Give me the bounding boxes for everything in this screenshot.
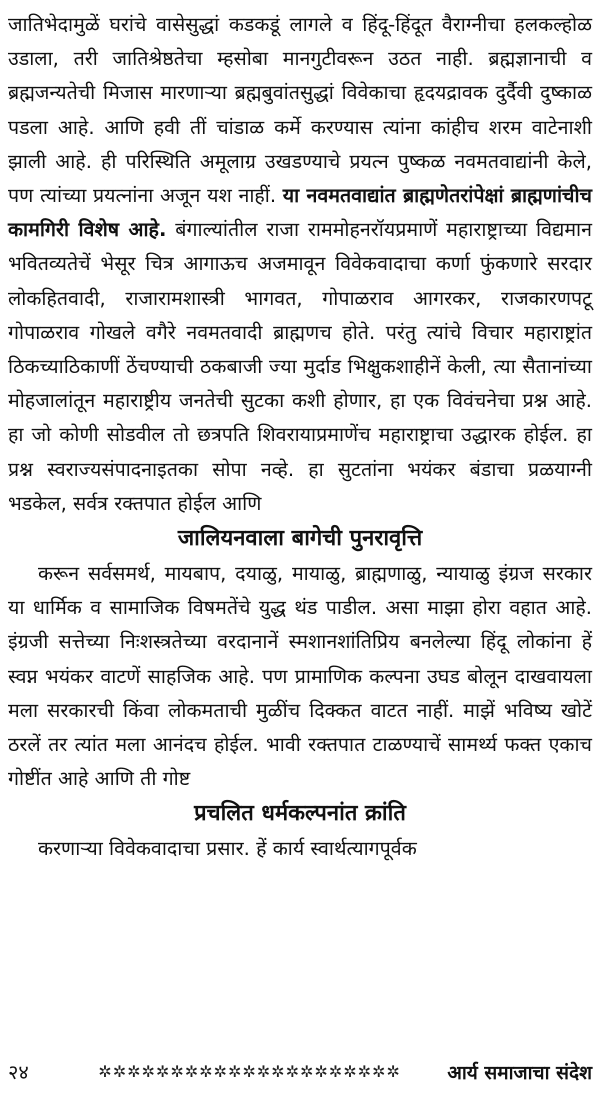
star-ornament: ✲✲✲✲✲✲✲✲✲✲✲✲✲✲✲✲✲✲✲✲✲ [98,1062,401,1081]
section-heading-revolution: प्रचलित धर्मकल्पनांत क्रांति [194,801,406,827]
paragraph-3: करणाऱ्या विवेकवादाचा प्रसार. हें कार्य स्वार्थत्यागपूर्वक [38,837,417,861]
paragraph-1 [8,8,592,521]
article-body [8,8,592,867]
paragraph-1-text: जातिभेदामुळें घरांचे वासेसुद्धां कडकडूं लागले व हिंदू-हिंदूत वैराग्नीचा हलकल्होळ उडाला, तरी जातिश्रेष्ठतेचा म्हसोबा मानगुटीवरून उठत नाही. ब्रह्मज्ञानाची व ब्रह्मजन्यतेची मिजास मारणाऱ्या ब्रह्मबुवांतसुद्धां विवेकाचा हृदयद्रावक दुर्दैवी दुष्काळ पडला आहे. आणि हवी तीं चांडाळ कर्मे करण्यास त्यांना कांहीच शरम वाटेनाशी झाली आहे. ही परिस्थिति अमूलाग्र उखडण्याचे प्रयत्न पुष्कळ नवमतवाद्यांनी केले, पण त्यांच्या प्रयत्नांना अजून यश नाहीं. [8,13,592,208]
page-footer [8,1058,592,1085]
page-number: २४ [8,1060,29,1084]
paragraph-2: करून सर्वसमर्थ, मायबाप, दयाळु, मायाळु, ब्राह्मणाळु, न्यायाळु इंग्रज सरकार या धार्मिक व सामाजिक विषमतेंचे युद्ध थंड पाडील. असा माझा होरा वहात आहे. इंग्रजी सत्तेच्या निःशस्त्रतेच्या वरदानानें स्मशानशांतिप्रिय बनलेल्या हिंदू लोकांना हें स्वप्न भयंकर वाटणें साहजिक आहे. पण प्रामाणिक कल्पना उघड बोलून दाखवायला मला सरकारची किंवा लोकमताची मुळींच दिक्कत वाटत नाहीं. माझें भविष्य खोटें ठरलें तर त्यांत मला आनंदच होईल. भावी रक्तपात टाळण्याचें सामर्थ्य फक्त एकाच गोष्टींत आहे आणि ती गोष्ट [8,562,592,791]
publication-title: आर्य समाजाचा संदेश [447,1061,592,1084]
paragraph-1-bold-text: या नवमतवाद्यांत ब्राह्मणेतरांपेक्षां ब्राह्मणांचीच कामगिरी विशेष आहे. [8,184,592,242]
section-heading-jallianwala: जालियनवाला बागेची पुनरावृत्ति [177,526,423,552]
paragraph-1-continuation: बंगाल्यांतील राजा राममोहनरॉयप्रमाणें महाराष्ट्राच्या विद्यमान भवितव्यतेचें भेसूर चित्र आगाऊच अजमावून विवेकवादाचा कर्णा फुंकणारे सरदार लोकहितवादी, राजारामशास्त्री भागवत, गोपाळराव आगरकर, राजकारणपटू गोपाळराव गोखले वगैरे नवमतवादी ब्राह्मणच होते. परंतु त्यांचे विचार महाराष्ट्रांत ठिकच्याठिकाणीं ठेंचण्याची ठकबाजी ज्या मुर्दाड भिक्षुकशाहीनें केली, त्या सैतानांच्या मोहजालांतून महाराष्ट्रीय जनतेची सुटका कशी होणार, हा एक विवंचनेचा प्रश्न आहे. हा जो कोणी सोडवील तो छत्रपति शिवरायाप्रमाणेंच महाराष्ट्राचा उद्धारक होईल. हा प्रश्न स्वराज्यसंपादनाइतका सोपा नव्हे. हा सुटतांना भयंकर बंडाचा प्रळयाग्नी भडकेल, सर्वत्र रक्तपात होईल आणि [8,218,593,515]
